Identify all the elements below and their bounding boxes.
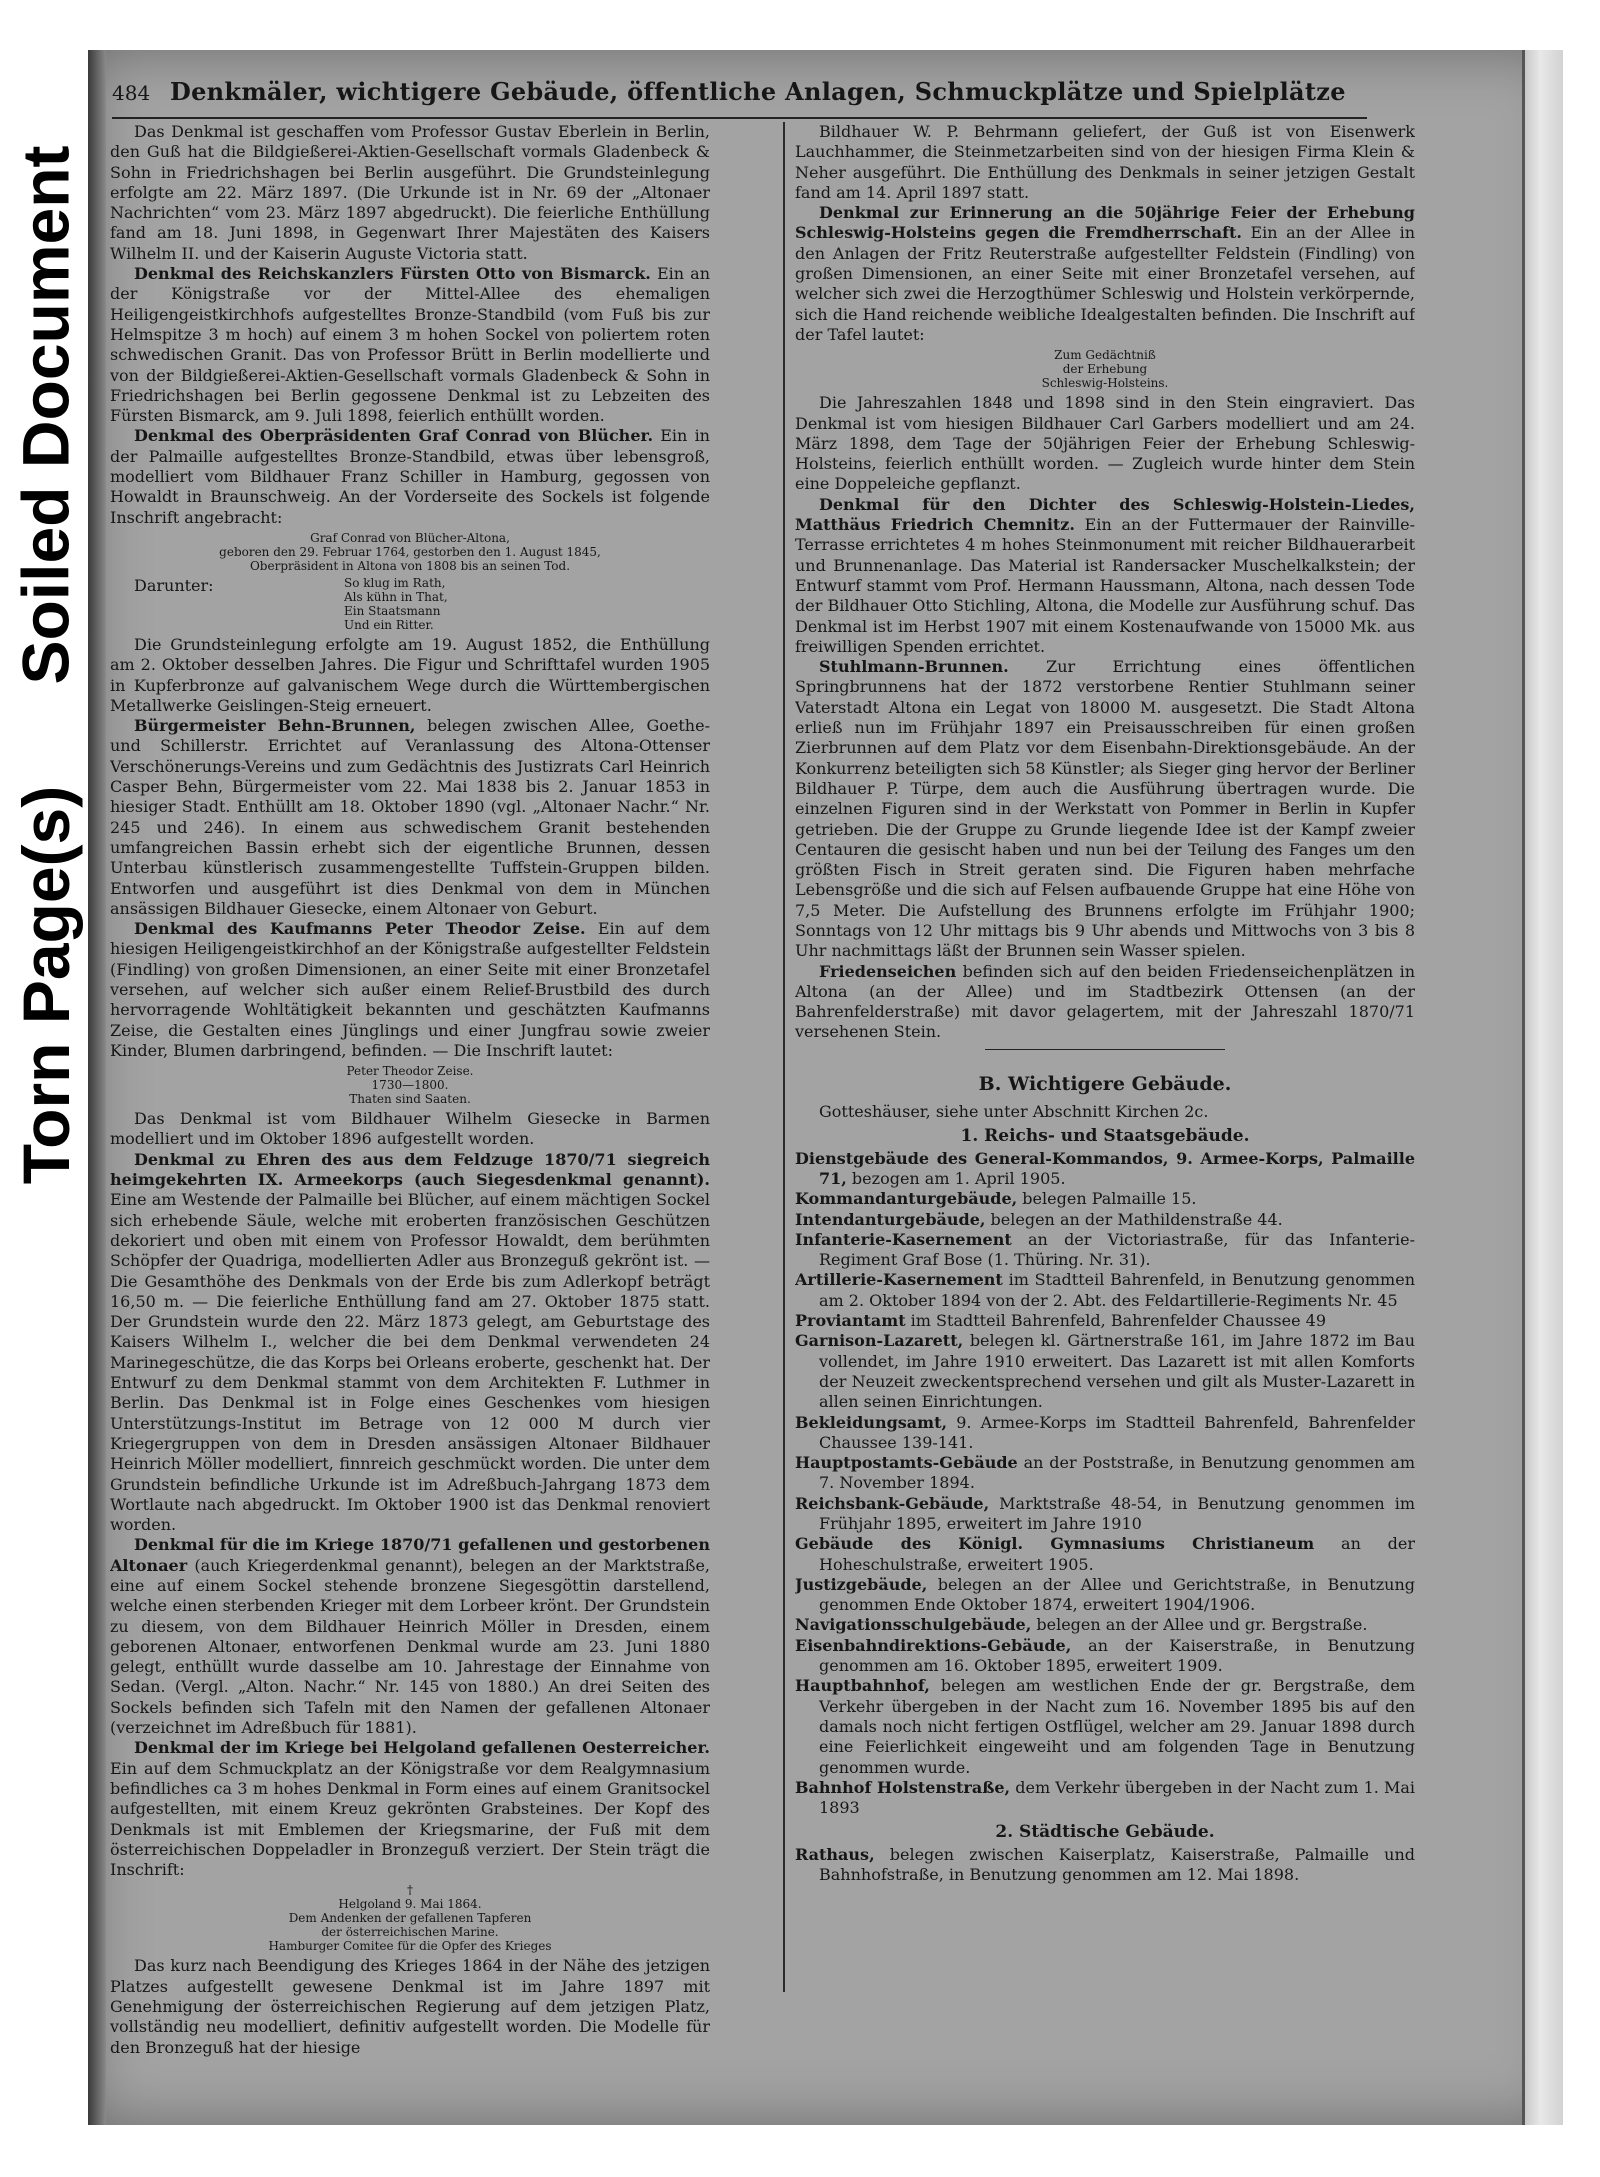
building-detail: dem Verkehr übergeben in der Nacht zum 1. Mai 1893 xyxy=(819,1777,1415,1818)
building-name: Eisenbahndirektions-Gebäude, xyxy=(795,1635,1072,1655)
paragraph: Das kurz nach Beendigung des Krieges 1864 in der Nähe des jetzigen Platzes aufgestellt gewesene Denkmal ist im Jahre 1897 mit Genehmigung der österreichischen Regierung auf dem jetzigen Platz, vollständig neu modelliert, definitiv aufgestellt worden. Die Modelle für den Bronzeguß hat der hiesige xyxy=(110,1956,710,2057)
building-entry xyxy=(795,1575,1415,1616)
building-name: Justizgebäude, xyxy=(795,1574,928,1594)
building-entry xyxy=(795,1845,1415,1886)
building-name: Dienstgebäude des General-Kommandos, 9. Armee-Korps, Palmaille 71, xyxy=(795,1148,1415,1188)
entry-helgoland: Denkmal der im Kriege bei Helgoland gefallenen Oesterreicher. Ein auf dem Schmuckplatz an der Königstraße vor dem Realgymnasium befindliches ca 3 m hohes Denkmal in Form eines auf einem Granitsockel aufgestellten, mit einem Kreuz gekrönten Grabsteines. Der Kopf des Denkmals ist mit Emblemen der Kriegsmarine, der Fuß mit dem österreichischen Doppeladler in Bronzeguß verziert. Der Stein trägt die Inschrift: xyxy=(110,1738,710,1880)
building-name: Infanterie-Kasernement xyxy=(795,1229,1012,1249)
building-name: Proviantamt xyxy=(795,1311,906,1331)
building-entry xyxy=(795,1311,1415,1331)
building-entry xyxy=(795,1636,1415,1677)
building-entry xyxy=(795,1189,1415,1209)
paragraph: Bildhauer W. P. Behrmann geliefert, der Guß ist von Eisenwerk Lauchhammer, die Steinmetzarbeiten sind von der hiesigen Firma Klein & Neher ausgeführt. Die Enthüllung des Denkmals in seiner jetzigen Gestalt fand am 14. April 1897 statt. xyxy=(795,122,1415,202)
subsection-title: 1. Reichs- und Staatsgebäude. xyxy=(960,1126,1250,1147)
building-name: Navigationsschulgebäude, xyxy=(795,1615,1032,1635)
entry-erhebung: Denkmal zur Erinnerung an die 50jährige Feier der Erhebung Schleswig-Holsteins gegen die Fremdherrschaft. Ein an der Allee in den Anlagen der Fritz Reuterstraße aufgestellter Feldstein (Findling) von großen Dimensionen, an einer Seite mit einer Bronzetafel versehen, auf welcher sich zwei die Herzogthümer Schleswig und Holstein verkörpernde, sich die Hand reichende weibliche Idealgestalten befinden. Die Inschrift auf der Tafel lautet: xyxy=(795,203,1415,344)
building-name: Reichsbank-Gebäude, xyxy=(795,1493,990,1513)
entry-zeise: Denkmal des Kaufmanns Peter Theodor Zeise. Ein auf dem hiesigen Heiligengeistkirchhof an der Königstraße aufgestellter Feldstein (Findling) von großen Dimensionen, an einer Seite mit einer Bronzetafel versehen, auf welcher sich außer einem Relief-Brustbild des durch hervorragende Wohltätigkeit bekannten und geschätzten Kaufmanns Zeise, die Gestalten eines Jünglings und einer Jungfrau sowie zweier Kinder, Blumen darbringend, befinden. — Die Inschrift lautet: xyxy=(110,919,710,1060)
building-entry xyxy=(795,1778,1415,1819)
building-name: Hauptpostamts-Gebäude xyxy=(795,1453,1018,1473)
building-name: Artillerie-Kasernement xyxy=(795,1270,1003,1290)
paragraph: Gotteshäuser, siehe unter Abschnitt Kirchen 2c. xyxy=(819,1102,1209,1122)
building-entry xyxy=(795,1494,1415,1535)
building-name: Garnison-Lazarett, xyxy=(795,1331,964,1351)
paragraph: Die Jahreszahlen 1848 und 1898 sind in den Stein eingraviert. Das Denkmal ist vom hiesigen Bildhauer Carl Garbers modelliert und am 24. März 1898, dem Tage der 50jährigen Feier der Erhebung Schleswig-Holsteins, feierlich enthüllt worden. — Zugleich wurde hinter dem Stein eine Doppeleiche gepflanzt. xyxy=(795,393,1415,494)
building-name: Bekleidungsamt, xyxy=(795,1412,948,1432)
entry-behn-brunnen: Bürgermeister Behn-Brunnen, belegen zwischen Allee, Goethe- und Schillerstr. Errichtet auf Veranlassung des Altona-Ottenser Verschönerungs-Vereins und zum Gedächtnis des Justizrats Carl Heinrich Casper Behn, Bürgermeister vom 22. Mai 1838 bis 2. Januar 1853 in hiesiger Stadt. Enthüllt am 18. Oktober 1890 (vgl. „Altonaer Nachr.“ Nr. 245 und 246). In einem aus schwedischem Granit bestehenden umfangreichen Bassin erhebt sich der eigentliche Brunnen, dessen Unterbau künstlerisch zusammengestellte Tuffstein-Gruppen bilden. Entworfen und ausgeführt ist dies Denkmal von dem in München ansässigen Bildhauer Giesecke, einem Altonaer von Geburt. xyxy=(110,716,710,918)
building-entry xyxy=(795,1331,1415,1412)
building-name: Kommandanturgebäude, xyxy=(795,1189,1018,1209)
building-detail: im Stadtteil Bahrenfeld, Bahrenfelder Chaussee 49 xyxy=(905,1311,1326,1331)
building-detail: Marktstraße 48-54, in Benutzung genommen im Frühjahr 1895, erweitert im Jahre 1910 xyxy=(819,1493,1415,1533)
paragraph: Die Grundsteinlegung erfolgte am 19. August 1852, die Enthüllung am 2. Oktober desselben Jahres. Die Figur und Schrifttafel wurden 1905 in Kupferbronze auf galvanischem Wege durch die Württembergischen Metallwerke Geislingen-Steig erneuert. xyxy=(110,634,710,715)
building-detail: belegen kl. Gärtnerstraße 161, im Jahre 1872 im Bau vollendet, im Jahre 1910 erweitert. Das Lazarett ist mit allen Komforts der Neuzeit zweckentsprechend versehen und gilt als Muster-Lazarett in allen seinen Einrichtungen. xyxy=(819,1331,1415,1412)
building-list xyxy=(795,1845,1415,1886)
building-entry xyxy=(795,1615,1415,1635)
building-detail: belegen an der Allee und gr. Bergstraße. xyxy=(1031,1615,1368,1635)
building-list xyxy=(795,1149,1415,1819)
building-name: Rathaus, xyxy=(795,1844,875,1864)
building-entry xyxy=(795,1676,1415,1777)
building-name: Hauptbahnhof, xyxy=(795,1676,930,1696)
building-detail: belegen an der Mathildenstraße 44. xyxy=(985,1209,1283,1229)
building-name: Bahnhof Holstenstraße, xyxy=(795,1777,1011,1797)
building-name: Gebäude des Königl. Gymnasiums Christianeum xyxy=(795,1534,1315,1554)
building-detail: an der Hoheschulstraße, erweitert 1905. xyxy=(819,1534,1415,1574)
building-entry xyxy=(795,1413,1415,1454)
building-detail: an der Kaiserstraße, in Benutzung genommen am 16. Oktober 1895, erweitert 1909. xyxy=(819,1635,1415,1676)
subsection-title: 2. Städtische Gebäude. xyxy=(995,1822,1215,1843)
entry-bismarck: Denkmal des Reichskanzlers Fürsten Otto von Bismarck. Ein an der Königstraße vor der Mittel-Allee des ehemaligen Heiligengeistkirchhofs aufgestelltes Bronze-Standbild (vom Fuß bis zur Helmspitze 3 m hoch) auf einem 3 m hohen Sockel von poliertem roten schwedischen Granit. Das von Professor Brütt in Berlin modellierte und von der Bildgießerei-Aktien-Gesellschaft vormals Gladenbeck & Sohn in Friedrichshagen bei Berlin gegossene Denkmal ist zu Lebzeiten des Fürsten Bismarck, am 9. Juli 1898, feierlich enthüllt worden. xyxy=(110,264,710,426)
entry-stuhlmann: Stuhlmann-Brunnen. Zur Errichtung eines öffentlichen Springbrunnens hat der 1872 verstorbene Rentier Stuhlmann seiner Vaterstadt Altona ein Legat von 18000 M. ausgesetzt. Die Stadt Altona erließ nun im Frühjahr 1897 ein Preisausschreiben für einen großen Zierbrunnen auf dem Platz vor dem Eisenbahn-Direktionsgebäude. An der Konkurrenz beteiligten sich 58 Künstler; als Sieger ging hervor der Berliner Bildhauer P. Türpe, dem auch die Ausführung übertragen wurde. Die einzelnen Figuren sind in der Werkstatt von Pommer in Berlin in Kupfer getrieben. Die der Gruppe zu Grunde liegende Idee ist der Kampf zweier Centauren die gesischt haben und nun bei der Teilung des Fanges um den größten Fisch in Streit geraten sind. Die Figuren haben mehrfache Lebensgröße und die sich auf Felsen aufbauende Gruppe hat eine Höhe von 7,5 Meter. Die Aufstellung des Brunnens erfolgte im Frühjahr 1900; Sonntags von 12 Uhr mittags bis 9 Uhr abends und Mittwochs von 3 bis 8 Uhr nachmittags läßt der Brunnen sein Wasser spielen. xyxy=(795,657,1415,961)
column-divider xyxy=(783,122,785,1992)
building-detail: 9. Armee-Korps im Stadtteil Bahrenfeld, Bahrenfelder Chaussee 139-141. xyxy=(819,1412,1415,1452)
inscription-zeise: Peter Theodor Zeise. 1730—1800. Thaten sind Saaten. xyxy=(346,1064,474,1107)
inscription-erhebung: Zum Gedächtniß der Erhebung Schleswig-Holsteins. xyxy=(1041,348,1169,391)
running-title: Denkmäler, wichtigere Gebäude, öffentliche Anlagen, Schmuckplätze und Spielplätze xyxy=(170,77,1346,106)
building-detail: belegen zwischen Kaiserplatz, Kaiserstraße, Palmaille und Bahnhofstraße, in Benutzung genommen am 12. Mai 1898. xyxy=(819,1844,1415,1885)
entry-siegesdenkmal: Denkmal zu Ehren des aus dem Feldzuge 1870/71 siegreich heimgekehrten IX. Armeekorps (auch Siegesdenkmal genannt). Eine am Westende der Palmaille bei Blücher, auf einem mächtigen Sockel sich erhebende Säule, welche mit eroberten französischen Geschützen dekoriert und oben mit einem von Professor Howaldt, dem berühmten Schöpfer der Quadriga, modellierten Adler aus Bronzeguß gekrönt ist. — Die Gesamthöhe des Denkmals von der Erde bis zum Adlerkopf beträgt 16,50 m. — Die feierliche Enthüllung fand am 27. Oktober 1875 statt. Der Grundstein wurde den 22. März 1873 gelegt, am Geburtstage des Kaisers Wilhelm I., welcher die bei dem Denkmal verwendeten 24 Marinegeschütze, die das Korps bei Orleans eroberte, geschenkt hat. Der Entwurf zu dem Denkmal stammt von dem Architekten F. Luthmer in Berlin. Das Denkmal ist in Folge eines Geschenkes vom hiesigen Unterstützungs-Institut im Betrage von 12 000 M durch vier Kriegergruppen von dem in Dresden ansässigen Altonaer Bildhauer Heinrich Möller modelliert, finnreich geschmückt worden. Die unter dem Grundstein befindliche Urkunde ist im Adreßbuch-Jahrgang 1873 dem Wortlaute nach abgedruckt. Im Oktober 1900 ist das Denkmal renoviert worden. xyxy=(110,1149,710,1535)
building-detail: belegen an der Allee und Gerichtstraße, in Benutzung genommen Ende Oktober 1874, erweitert 1904/1906. xyxy=(819,1574,1415,1615)
torn-pages-label: Torn Page(s) xyxy=(9,785,84,1185)
paragraph: Das Denkmal ist vom Bildhauer Wilhelm Giesecke in Barmen modelliert und im Oktober 1896 aufgestellt worden. xyxy=(110,1109,710,1149)
building-detail: belegen am westlichen Ende der gr. Bergstraße, dem Verkehr übergeben in der Nacht zum 16. November 1895 bis auf den damals noch nicht fertigen Ostflügel, welcher am 29. Januar 1898 durch eine Feierlichkeit eingeweiht und am folgenden Tage in Benutzung genommen wurde. xyxy=(819,1676,1415,1777)
building-detail: belegen Palmaille 15. xyxy=(1017,1189,1197,1209)
inscription-helgoland: † Helgoland 9. Mai 1864. Dem Andenken der gefallenen Tapferen der österreichischen Marine. Hamburger Comitee für die Opfer des Krieges xyxy=(268,1883,552,1954)
soiled-document-label: Soiled Document xyxy=(9,145,83,685)
paragraph: Das Denkmal ist geschaffen vom Professor Gustav Eberlein in Berlin, den Guß hat die Bildgießerei-Aktien-Gesellschaft vormals Gladenbeck & Sohn in Friedrichshagen bei Berlin ausgeführt. Die Grundsteinlegung erfolgte am 22. März 1897. (Die Urkunde ist in Nr. 69 der „Altonaer Nachrichten“ vom 23. März 1897 abgedruckt). Die feierliche Enthüllung fand am 18. Juni 1898, in Gegenwart Ihrer Majestäten des Kaisers Wilhelm II. und der Kaiserin Auguste Victoria statt. xyxy=(110,122,710,263)
building-entry xyxy=(795,1149,1415,1190)
right-column xyxy=(795,122,1415,1992)
building-entry xyxy=(795,1210,1415,1230)
building-detail: an der Victoriastraße, für das Infanterie-Regiment Graf Bose (1. Thüring. Nr. 31). xyxy=(819,1229,1415,1270)
divider-rule xyxy=(985,1049,1225,1050)
building-name: Intendanturgebäude, xyxy=(795,1209,986,1229)
entry-friedenseichen: Friedenseichen befinden sich auf den beiden Friedenseichenplätzen in Altona (an der Allee) und im Stadtbezirk Ottensen (an der Bahrenfelderstraße) mit davor gelagertem, mit der Jahreszahl 1870/71 versehenen Stein. xyxy=(795,961,1415,1042)
building-entry xyxy=(795,1453,1415,1494)
building-detail: bezogen am 1. April 1905. xyxy=(846,1168,1066,1188)
building-entry xyxy=(795,1534,1415,1575)
section-title: B. Wichtigere Gebäude. xyxy=(978,1072,1232,1095)
building-detail: im Stadtteil Bahrenfeld, in Benutzung genommen am 2. Oktober 1894 von der 2. Abt. des Feldartillerie-Regiments Nr. 45 xyxy=(819,1270,1415,1310)
page-edge xyxy=(1522,50,1563,2125)
entry-chemnitz: Denkmal für den Dichter des Schleswig-Holstein-Liedes, Matthäus Friedrich Chemnitz. Ein an der Futtermauer der Rainville-Terrasse errichtetes 4 m hohes Steinmonument mit reicher Bildhauerarbeit und Brunnenanlage. Das Material ist Randersacker Muschelkalkstein; der Entwurf stammt vom Prof. Hermann Haussmann, Altona, nach dessen Tode der Bildhauer Otto Stichling, Altona, die Modelle zur Ausführung schuf. Das Denkmal ist im Herbst 1907 mit einem Kostenaufwande von 15000 Mk. aus freiwilligen Spenden errichtet. xyxy=(795,494,1415,656)
entry-kriegerdenkmal: Denkmal für die im Kriege 1870/71 gefallenen und gestorbenen Altonaer (auch Kriegerdenkmal genannt), belegen an der Marktstraße, eine auf einem Sockel stehende bronzene Siegesgöttin darstellend, welche einen sterbenden Krieger mit dem Lorbeer krönt. Der Grundstein zu diesem, von dem Bildhauer Heinrich Möller in Dresden, einem geborenen Altonaer, entworfenen Denkmal wurde am 23. Juni 1880 gelegt, enthüllt wurde dasselbe am 10. Jahrestage der Einnahme von Sedan. (Vergl. „Alton. Nachr.“ Nr. 145 von 1880.) An drei Seiten des Sockels befinden sich Tafeln mit den Namen der gefallenen Altonaer (verzeichnet im Adreßbuch für 1881). xyxy=(110,1535,710,1738)
page-number: 484 xyxy=(112,81,151,105)
inscription-bluecher: Graf Conrad von Blücher-Altona, geboren den 29. Februar 1764, gestorben den 1. August 1845, Oberpräsident in Altona von 1808 bis an seinen Tod. xyxy=(219,530,601,573)
left-column xyxy=(110,122,710,2072)
page-header xyxy=(112,75,1367,119)
building-detail: an der Poststraße, in Benutzung genommen am 7. November 1894. xyxy=(819,1453,1415,1493)
building-entry xyxy=(795,1230,1415,1271)
inscription-darunter: Darunter: So klug im Rath, Als kühn in That, Ein Staatsmann Und ein Ritter. xyxy=(134,575,448,632)
building-entry xyxy=(795,1270,1415,1311)
entry-bluecher: Denkmal des Oberpräsidenten Graf Conrad von Blücher. Ein in der Palmaille aufgestelltes Bronze-Standbild, etwas über lebensgroß, modelliert vom Bildhauer Franz Schiller in Hamburg, gegossen von Howaldt in Braunschweig. An der Vorderseite des Sockels ist folgende Inschrift angebracht: xyxy=(110,426,710,527)
